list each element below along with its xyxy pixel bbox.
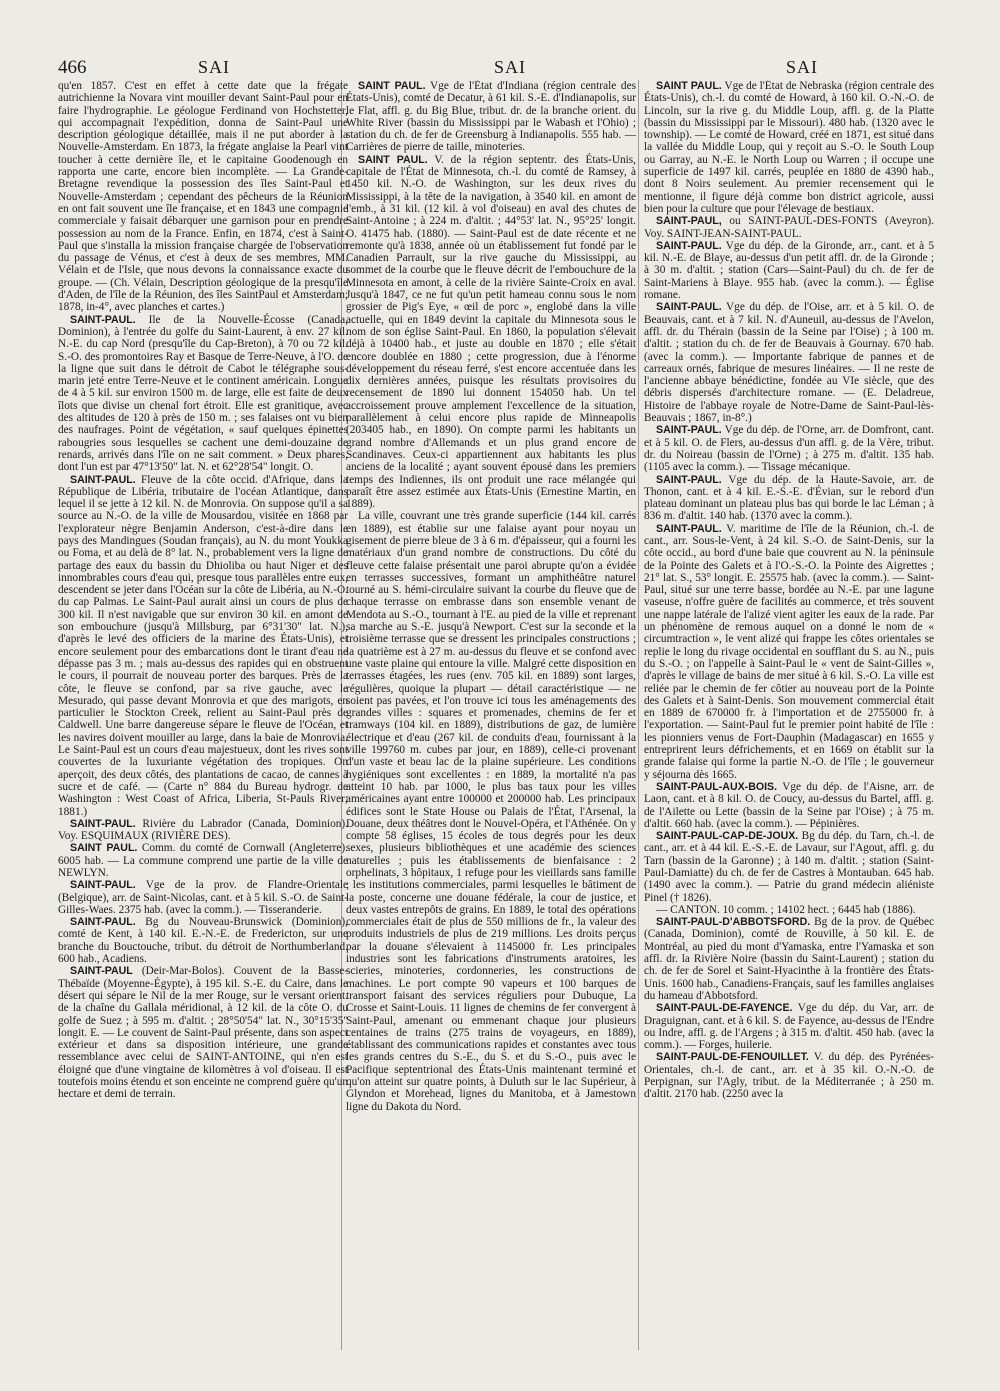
entry-text: V. maritime de l'île de la Réunion, ch.-l. de cant., arr. Sous-le-Vent, à 24 kil. S.-O. de Saint-Denis, sur la côte occid., au bord d'une baie que couvrent au N. la péninsule de la Pointe des Galets et à l'O.-S.-O. la Pointe des Aigrettes ; 21° lat. S., 53° longit. E. 25575 hab. (avec la comm.). — Saint-Paul, situé sur une terre basse, bordée au N.-E. par une lagune vaseuse, n'offre guère de facilités au commerce, et très souvent une nappe latérale de l'alizé vient agiter les eaux de la rade. Par un phénomène de remous auquel on a donné le nom de « circumtraction », le vent alizé qui frappe les côtes orientales se replie le long du rivage occidental en soufflant du S. au N., puis du S.-O. ; on l'appelle à Saint-Paul le « vent de Saint-Gilles », d'après le village de bains de mer situé à 6 kil. S.-O. La ville est reliée par le chemin de fer côtier au nouveau port de la Pointe des Galets et à Saint-Denis. Son mouvement commercial était en 1889 de 670000 fr. à l'importation et de 2755000 fr. à l'exportation. — Saint-Paul fut le premier point habité de l'île : les pionniers venus de Fort-Dauphin (Madagascar) en 1655 y entreprirent leurs défrichements, et en 1669 on établit sur la grande falaise qui forme la partie N.-O. de l'île ; le gouverneur y séjourna dès 1665. — [644, 522, 934, 781]
entry-text: La ville, couvrant une très grande superficie (144 kil. carrés en 1889), est établie sur une falaise ayant pour noyau un gisement de pierre bleue de 3 à 6 m. d'épaisseur, qui a fourni les matériaux d'un grand nombre de constructions. Du côté du fleuve cette falaise présentait une paroi abrupte qu'on a évidée en terrasses successives, formant un amphithéâtre naturel tourné au S. hémi-circulaire suivant la courbe du fleuve que de chaque terrasse on embrasse dans son ensemble venant de Mendota au S.-O., tournant à l'E. au pied de la ville et reprenant sa marche au S.-E. jusqu'à Newport. C'est sur la seconde et la troisième terrasse que se dressent les principales constructions ; la quatrième est à 27 m. au-dessus du fleuve et se confond avec une vaste plaine qui entoure la ville. Malgré cette disposition en terrasses étagées, les rues (env. 705 kil. en 1889) sont larges, régulières, quoique la plupart — détail caractéristique — ne soient pas pavées, et l'on trouve ici tous les aménagements des grandes villes : squares et promenades, chemins de fer et tramways (104 kil. en 1889), distributions de gaz, de lumière électrique et d'eau (267 kil. de conduits d'eau, fournissant à la ville 199760 m. cubes par jour, en 1889), celle-ci provenant d'un vaste et beau lac de la plaine supérieure. Les conditions hygiéniques sont excellentes : en 1889, la mortalité n'a pas atteint 10 hab. par 1000, le plus bas taux pour les villes américaines ayant entre 100000 et 200000 hab. Les principaux édifices sont le State House ou Palais de l'État, l'Arsenal, la Douane, deux théâtres dont le Nouvel-Opéra, et l'Athénée. On y compte 58 églises, 15 écoles de tous degrés pour les deux sexes, plusieurs bibliothèques et une académie des sciences naturelles ; puis les établissements de bienfaisance : 2 orphelinats, 3 hôpitaux, 1 refuge pour les vieillards sans famille ; les institutions commerciales, parmi lesquelles le bâtiment de la poste, concerne une douane fédérale, la cour de justice, et deux vastes entrepôts de grains. En 1889, le total des opérations commerciales était de plus de 550 millions de fr., la valeur des produits industriels de plus de 219 millions. Les droits perçus par la douane s'élevaient à 1145000 fr. Les principales industries sont les fabrications d'instruments aratoires, les scieries, minoteries, cordonneries, les constructions de machines. Le port compte 90 vapeurs et 100 barques de transport faisant des services réguliers pour Dubuque, La Crosse et Saint-Louis. 11 lignes de chemins de fer convergent à Saint-Paul, amenant ou emmenant chaque jour plusieurs centaines de trains (275 trains de voyageurs, en 1889), établissant des communications rapides et constantes avec tous les grands centres du S.-E., du S. et du S.-O., puis avec le Pacifique septentrional des États-Unis maintenant terminé et qu'on atteint sur quatre points, à Duluth sur le lac Supérieur, à Glyndon et Morehead, lignes du Manitoba, et à Jamestown ligne du Dakota du Nord. — [346, 510, 636, 1113]
entry-headword: SAINT-PAUL. — [656, 473, 722, 486]
dictionary-entry — [346, 80, 636, 154]
text-column-1 — [58, 80, 348, 1350]
entry-headword: SAINT-PAUL — [70, 965, 133, 978]
entry-headword: SAINT-PAUL. — [656, 424, 722, 437]
entry-headword: SAINT-PAUL. — [656, 301, 722, 314]
entry-paragraph — [58, 80, 348, 314]
text-column-2 — [346, 80, 636, 1350]
dictionary-entry — [58, 314, 348, 474]
dictionary-entry — [644, 474, 934, 523]
entry-headword: SAINT-PAUL. — [656, 522, 722, 535]
entry-text: Vge du dép. de l'Orne, arr. de Domfront, cant. et à 5 kil. O. de Flers, au-dessus d'un affl. g. de la Vère, tribut. dr. du Noireau (bassin de l'Orne) ; à 275 m. d'altit. 135 hab. (1105 avec la comm.). — Tissage mécanique. — [644, 424, 934, 474]
entry-text: Vge de la prov. de Flandre-Orientale (Belgique), arr. de Saint-Nicolas, cant. et à 5 kil. S.-O. de Saint-Gilles-Waes. 2375 hab. (avec la comm.). — Tisseranderie. — [58, 879, 348, 916]
dictionary-entry — [58, 879, 348, 916]
entry-text: Vge de l'État d'Indiana (région centrale des États-Unis), comté de Decatur, à 61 kil. S.-E. d'Indianapolis, sur le Flat, affl. g. du Big Blue, tribut. dr. de la branche orient. du White River (bassin du Mississippi par le Wabash et l'Ohio) ; station du ch. de fer de Greensburg à Indianapolis. 555 hab. — Carrières de pierre de taille, minoteries. — [346, 80, 636, 154]
entry-text: (Deir-Mar-Bolos). Couvent de la Basse-Thébaïde (Moyenne-Égypte), à 195 kil. S.-E. du Caire, dans le désert qui sépare le Nil de la mer Rouge, sur le versant orient. de la chaîne du Gallala méridional, à 12 kil. de la côte O. du golfe de Suez ; à 595 m. d'altit. ; 28°50'54" lat. N., 30°15'35" longit. E. — Le couvent de Saint-Paul présente, dans son aspect extérieur et dans sa disposition intérieure, une grande ressemblance avec celui de SAINT-ANTOINE, qui n'en est éloigné que d'une vingtaine de kilomètres à vol d'oiseau. Il est toutefois moins étendu et son enceinte ne comprend guère qu'un hectare et demi de terrain. — [58, 965, 348, 1101]
entry-headword: SAINT-PAUL. — [70, 916, 136, 929]
entry-headword: SAINT-PAUL-DE-FENOUILLET. — [656, 1051, 809, 1064]
dictionary-entry — [58, 818, 348, 843]
entry-text: ou SAINT-PAUL-DES-FONTS (Aveyron). Voy. SAINT-JEAN-SAINT-PAUL. — [644, 215, 934, 240]
running-head-left: SAI — [198, 57, 231, 77]
entry-paragraph — [346, 510, 636, 1113]
entry-text: Bg du dép. du Tarn, ch.-l. de cant., arr. et à 44 kil. E.-S.-E. de Lavaur, sur l'Agout, affl. g. du Tarn (bassin de la Garonne) ; à 140 m. d'altit. ; station (Saint-Paul-Damiatte) du ch. de fer de Castres à Montauban. 645 hab. (1490 avec la comm.). — Patrie du grand médecin aliéniste Pinel († 1826). — [644, 830, 934, 904]
dictionary-entry — [58, 916, 348, 965]
entry-headword: SAINT PAUL. — [656, 80, 722, 92]
dictionary-entry — [58, 842, 348, 879]
dictionary-entry — [644, 424, 934, 473]
entry-text: Bg du Nouveau-Brunswick (Dominion), comté de Kent, à 140 kil. E.-N.-E. de Fredericton, sur une branche du Bouctouche, tribut. du détroit de Northumberland. 600 hab., Acadiens. — [58, 916, 348, 966]
entry-headword: SAINT-PAUL. — [656, 239, 722, 252]
entry-text: Rivière du Labrador (Canada, Dominion). Voy. ESQUIMAUX (RIVIÈRE DES). — [58, 817, 348, 843]
dictionary-entry — [644, 80, 934, 215]
entry-text: Vge du dép. du Var, arr. de Draguignan, cant. et à 6 kil. S. de Fayence, au-dessus de l'Endre ou Indre, affl. g. de l'Argens ; à 315 m. d'altit. 450 hab. (avec la comm.). — Forges, huilerie. — [644, 1002, 934, 1052]
entry-headword: SAINT-PAUL-AUX-BOIS. — [656, 780, 778, 793]
page-number: 466 — [58, 57, 87, 78]
running-head-right: SAI — [786, 57, 819, 77]
entry-headword: SAINT PAUL. — [358, 80, 426, 92]
entry-text: Comm. du comté de Cornwall (Angleterre). 6005 hab. — La commune comprend une partie de la ville de NEWLYN. — [58, 842, 348, 879]
entry-headword: SAINT-PAUL. — [70, 817, 136, 830]
entry-text: Vge de l'État de Nebraska (région centrale des États-Unis), ch.-l. du comté de Howard, à 160 kil. O.-N.-O. de Lincoln, sur la rive g. du Middle Loup, affl. g. de la Platte (bassin du Mississippi par le Missouri). 480 hab. (1320 avec le township). — Le comté de Howard, créé en 1871, est situé dans la vallée du Middle Loup, qui y reçoit au S.-O. le South Loup ou Garray, au N.-E. le North Loup ou Warren ; il occupe une superficie de 1497 kil. carrés, peuplée en 1880 de 4390 hab., dont 8 Noirs seulement. Au premier recensement qui le mentionne, il figure déjà comme bon district agricole, aussi bien pour la culture que pour l'élevage de bestiaux. — [644, 80, 934, 215]
entry-headword: SAINT-PAUL. — [70, 473, 136, 486]
entry-text: Fleuve de la côte occid. d'Afrique, dans la République de Libéria, tributaire de l'océan Atlantique, dans lequel il se jette à 12 kil. N. de Monrovia. On suppose qu'il a sa source au N.-O. de la ville de Mousardou, visitée en 1868 par l'explorateur nègre Benjamin Anderson, c'est-à-dire dans le pays des Mandingues (Soudan français), au N. du mont Youkka ou Foma, et au delà de 8° lat. N., probablement vers la ligne de partage des eaux du bassin du Dhioliba ou haut Niger et des innombrables cours d'eau qui, presque tous parallèles entre eux, descendent se jeter dans l'Océan sur la côte de Libéria, au N.-O. du cap Palmas. Le Saint-Paul aurait ainsi un cours de plus de 300 kil. Il n'est navigable que sur environ 30 kil. en amont de son embouchure (jusqu'à Millsburg, par 6°31'30" lat. N.), d'après le levé des officiers de la marine des États-Unis), et encore seulement pour des embarcations dont le tirant d'eau ne dépasse pas 3 m. ; mais au-dessus des rapides qui en obstruent le cours, il pourrait de nouveau porter des barques. Près de la côte, le fleuve se confond, par sa rive gauche, avec le Mesurado, qui passe devant Monrovia et que des marigots, en particulier le Stockton Creek, relient au Saint-Paul près de Caldwell. Une barre dangereuse sépare le fleuve de l'Océan, et les navires doivent mouiller au large, dans la baie de Monrovia. Le Saint-Paul est un cours d'eau majestueux, dont les rives sont couvertes de la luxuriante végétation des tropiques. On aperçoit, des deux côtés, des plantations de cacao, de cannes à sucre et de café. — (Carte n° 884 du Bureau hydrogr. de Washington : West Coast of Africa, Liberia, St-Pauls River; 1881.) — [58, 473, 348, 818]
dictionary-entry — [644, 830, 934, 904]
entry-headword: SAINT PAUL. — [70, 842, 138, 855]
entry-headword: SAINT-PAUL-DE-FAYENCE. — [656, 1002, 793, 1015]
entry-text: Vge du dép. de la Haute-Savoie, arr. de Thonon, cant. et à 4 kil. E.-S.-E. d'Évian, sur le rebord d'un plateau dominant un plateau plus bas qui borde le lac Léman ; à 836 m. d'altit. 140 hab. (1370 avec la comm.). — [644, 473, 934, 523]
entry-text: V. du dép. des Pyrénées-Orientales, ch.-l. de cant., arr. et à 35 kil. O.-N.-O. de Perpignan, sur l'Agly, tribut. de la Méditerranée ; à 250 m. d'altit. 2170 hab. (2250 avec la — [644, 1051, 934, 1101]
column-divider — [638, 80, 639, 1350]
entry-paragraph — [644, 904, 934, 916]
entry-text: — CANTON. 10 comm. ; 14102 hect. ; 6445 hab (1886). — [656, 903, 916, 916]
entry-headword: SAINT-PAUL-CAP-DE-JOUX. — [656, 830, 799, 843]
running-head-center: SAI — [494, 57, 527, 77]
dictionary-entry — [644, 781, 934, 830]
dictionary-entry — [644, 240, 934, 301]
dictionary-entry — [644, 1002, 934, 1051]
entry-headword: SAINT-PAUL, — [656, 215, 722, 228]
dictionary-entry — [644, 301, 934, 424]
dictionary-entry — [644, 215, 934, 240]
entry-headword: SAINT PAUL. — [358, 153, 428, 166]
entry-headword: SAINT-PAUL. — [70, 879, 136, 892]
dictionary-entry — [644, 523, 934, 781]
entry-text: Vge du dép. de la Gironde, arr., cant. et à 5 kil. N.-E. de Blaye, au-dessus d'un petit affl. dr. de la Gironde ; à 30 m. d'altit. ; station (Cars—Saint-Paul) du ch. de fer de Saint-Mariens à Blaye. 955 hab. (avec la comm.). — Église romane. — [644, 239, 934, 302]
entry-text: V. de la région septentr. des États-Unis, capitale de l'État de Minnesota, ch.-l. du comté de Ramsey, à 1450 kil. N.-O. de Washington, sur les deux rives du Mississippi, à la tête de la navigation, à 3540 kil. en amont de l'emb., à 31 kil. (12 kil. à vol d'oiseau) en aval des chutes de Saint-Antoine ; à 224 m. d'altit. ; 44°53' lat. N., 95°25' longit. O. 41475 hab. (1880). — Saint-Paul est de date récente et ne remonte qu'à 1838, année où un établissement fut fondé par le Canadien Parrault, sur la rive gauche du Mississippi, au sommet de la courbe que le fleuve décrit de l'embouchure de la Minnesota en amont, à celle de la rivière Sainte-Croix en aval. Jusqu'à 1847, ce ne fut qu'un petit hameau connu sous le nom grossier de Pig's Eye, « œil de porc », englobé dans la ville actuelle, qui en 1849 devint la capitale du Minnesota sous le nom de son église Saint-Paul. En 1860, la population s'élevait déjà à 10400 hab., et juste au double en 1870 ; elle s'était encore doublée en 1880 ; cette progression, due à l'énorme développement du réseau ferré, s'est encore accentuée dans les dix dernières années, puisque les résultats provisoires du recensement de 1890 lui donnent 154050 hab. Un tel accroissement prouve amplement l'excellence de la situation, parallèlement à celui encore plus rapide de Minneapolis (203405 hab., en 1890). On compte parmi les habitants un grand nombre d'Allemands et un plus grand encore de Scandinaves. Ceux-ci appartiennent aux habitants les plus anciens de la localité ; ayant souvent épousé dans les premiers temps des Indiennes, ils ont produit une race mélangée qui paraît être assez estimée aux États-Unis (Ernestine Martin, en 1889). — [346, 153, 636, 511]
entry-text: Ile de la Nouvelle-Écosse (Canada, Dominion), à l'entrée du golfe du Saint-Laurent, à env. 27 kil. N.-E. du cap Nord (presqu'île du Cap-Breton), à 70 ou 72 kil. S.-O. des promontoires Ray et Basque de Terre-Neuve, à l'O. de la ligne que suit dans le détroit de Cabot le télégraphe sous-marin jeté entre Terre-Neuve et le continent américain. Longue de 4 à 5 kil. sur environ 1500 m. de large, elle est faite de deux îlots que divise un chenal fort étroit. Elle est granitique, avec des altitudes de 120 à près de 150 m. ; ses falaises ont vu bien des naufrages. Point de végétation, « sauf quelques épinettes rabougries sous lesquelles se cachent une demi-douzaine de renards, arrivés dans l'île on ne sait comment. » Deux phares, dont l'un est par 47°13'50" lat. N. et 62°28'54" longit. O. — [58, 313, 348, 474]
dictionary-entry — [58, 965, 348, 1100]
dictionary-entry — [644, 1051, 934, 1100]
entry-text: qu'en 1857. C'est en effet à cette date que la frégate autrichienne la Novara vint mouiller devant Saint-Paul pour en faire l'hydrographie. Le géologue Ferdinand von Hochstetter, qui accompagnait l'expédition, donna de Saint-Paul une description géologique détaillée, mais il ne put aborder à la Nouvelle-Amsterdam. En 1873, la frégate anglaise la Pearl vint toucher à cette dernière île, et le capitaine Goodenough en rapporta une carte, encore bien incomplète. — La Grande-Bretagne revendique la possession des îles Saint-Paul et Nouvelle-Amsterdam ; cependant des pêcheurs de la Réunion en ont fait souvent une île française, et en 1843 une compagnie commerciale y faisait débarquer une garnison pour en prendre possession au nom de la France. Enfin, en 1874, c'est à Saint-Paul que s'installa la mission française chargée de l'observation du passage de Vénus, et c'est à deux de ses membres, MM. Vélain et de l'Isle, que nous devons la connaissance exacte du groupe. — (Ch. Vélain, Description géologique de la presqu'île d'Aden, de l'île de la Réunion, des îles SaintPaul et Amsterdam; 1878, in-4°, avec planches et cartes.) — [58, 80, 348, 314]
entry-text: Vge du dép. de l'Aisne, arr. de Laon, cant. et à 8 kil. O. de Coucy, au-dessus du Bartel, affl. g. de l'Ailette ou Lette (bassin de la Seine par l'Oise) ; à 75 m. d'altit. 660 hab. (avec la comm.). — Pépinières. — [644, 780, 934, 830]
entry-text: Vge du dép. de l'Oise, arr. et à 5 kil. O. de Beauvais, cant. et à 7 kil. N. d'Auneuil, au-dessus de l'Avelon, affl. dr. du Thérain (bassin de la Seine par l'Oise) ; à 100 m. d'altit. ; station du ch. de fer de Beauvais à Gournay. 670 hab. (avec la comm.). — Importante fabrique de pannes et de carreaux ornés, fabrique de mesures linéaires. — Il ne reste de l'ancienne abbaye bénédictine, fondée au VIe siècle, que des débris dispersés d'architecture romane. — (E. Deladreue, Histoire de l'abbaye royale de Notre-Dame de Saint-Paul-lès-Beauvais ; 1867, in-8°.) — [644, 301, 934, 425]
entry-text: Bg de la prov. de Québec (Canada, Dominion), comté de Rouville, à 50 kil. E. de Montréal, au pied du mont d'Yamaska, entre l'Yamaska et son affl. dr. la Rivière Noire (bassin du Saint-Laurent) ; station du ch. de fer de Sorel et Saint-Hyacinthe à la frontière des États-Unis. 1600 hab., Canadiens-Français, sauf les familles anglaises du hameau d'Abbotsford. — [644, 916, 934, 1002]
dictionary-entry — [644, 916, 934, 1002]
entry-headword: SAINT-PAUL. — [70, 313, 136, 326]
entry-headword: SAINT-PAUL-D'ABBOTSFORD. — [656, 916, 811, 929]
dictionary-entry — [58, 474, 348, 818]
dictionary-entry — [346, 154, 636, 511]
text-column-3 — [644, 80, 934, 1350]
